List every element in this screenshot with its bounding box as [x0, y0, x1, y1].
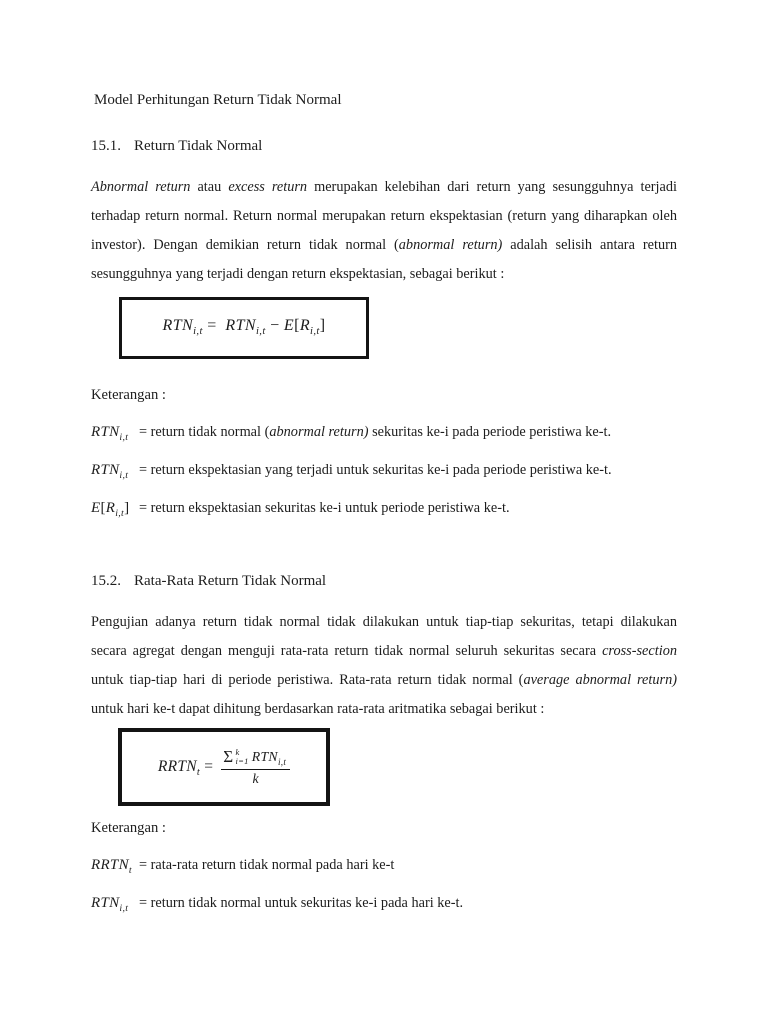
definition-row [91, 497, 677, 519]
sigma-upper-limit: k [235, 746, 240, 757]
fraction-numerator [221, 747, 290, 770]
section-1-title: Return Tidak Normal [134, 138, 263, 154]
definition-symbol: $RTN_{i,t}$ [91, 424, 129, 443]
keterangan-label-1: Keterangan : [91, 387, 166, 403]
fraction [221, 747, 290, 787]
formula-box-abnormal-return [119, 297, 369, 359]
formula-abnormal-return: $RTN_{i,t} = RTN_{i,t} - E[R_{i,t}]$ [162, 317, 326, 338]
section-1-heading [91, 136, 677, 156]
definition-text: = return tidak normal (abnormal return) sekuritas ke-i pada periode peristiwa ke-t. [139, 424, 612, 440]
section-1-number: 15.1. [91, 138, 121, 154]
sigma-limits [235, 748, 248, 767]
section-2-title: Rata-Rata Return Tidak Normal [134, 573, 327, 589]
page-title: Model Perhitungan Return Tidak Normal [94, 92, 342, 108]
sigma-lower-limit: i=1 [235, 756, 249, 766]
definition-row [91, 892, 677, 914]
definition-row [91, 421, 677, 443]
numerator-term: $RTN_{i,t}$ [251, 749, 287, 767]
formula-average-abnormal-return [158, 747, 290, 787]
section-2-paragraph: Pengujian adanya return tidak normal tidak dilakukan untuk tiap-tiap sekuritas, tetapi dilakukan secara agregat dengan menguji rata-rata return tidak normal seluruh sekuritas secara cross-section untuk tiap-tiap hari di periode peristiwa. Rata-rata return tidak normal (average abnormal return) untuk hari ke-t dapat dihitung berdasarkan rata-rata aritmatika sebagai berikut : [91, 614, 677, 717]
definition-text: = rata-rata return tidak normal pada hari ke-t [139, 857, 395, 873]
definition-symbol: $RTN_{i,t}$ [91, 462, 129, 481]
formula-lhs: $RRTN_t$ = [157, 758, 214, 779]
fraction-denominator: k [252, 771, 259, 786]
section-1-paragraph: Abnormal return atau excess return merupakan kelebihan dari return yang sesungguhnya terjadi terhadap return normal. Return normal merupakan return ekspektasian (return yang diharapkan oleh investor). Dengan demikian return tidak normal (abnormal return) adalah selisih antara return sesungguhnya yang terjadi dengan return ekspektasian, sebagai berikut : [91, 179, 678, 282]
sigma-symbol: Σ [223, 747, 234, 766]
definition-row [91, 459, 677, 481]
section-2-heading [91, 571, 677, 591]
definition-symbol: $RTN_{i,t}$ [91, 895, 129, 914]
keterangan-label-2: Keterangan : [91, 820, 166, 836]
definition-row [91, 854, 677, 876]
section-2-number: 15.2. [91, 573, 121, 589]
definition-text: = return tidak normal untuk sekuritas ke-i pada hari ke-t. [139, 895, 464, 911]
definition-text: = return ekspektasian sekuritas ke-i untuk periode peristiwa ke-t. [139, 500, 510, 516]
definition-text: = return ekspektasian yang terjadi untuk sekuritas ke-i pada periode peristiwa ke-t. [139, 462, 612, 478]
definition-symbol: $E[R_{i,t}]$ [91, 500, 130, 519]
formula-box-average-abnormal-return [118, 728, 330, 806]
definition-symbol: $RRTN_t$ [91, 857, 132, 876]
